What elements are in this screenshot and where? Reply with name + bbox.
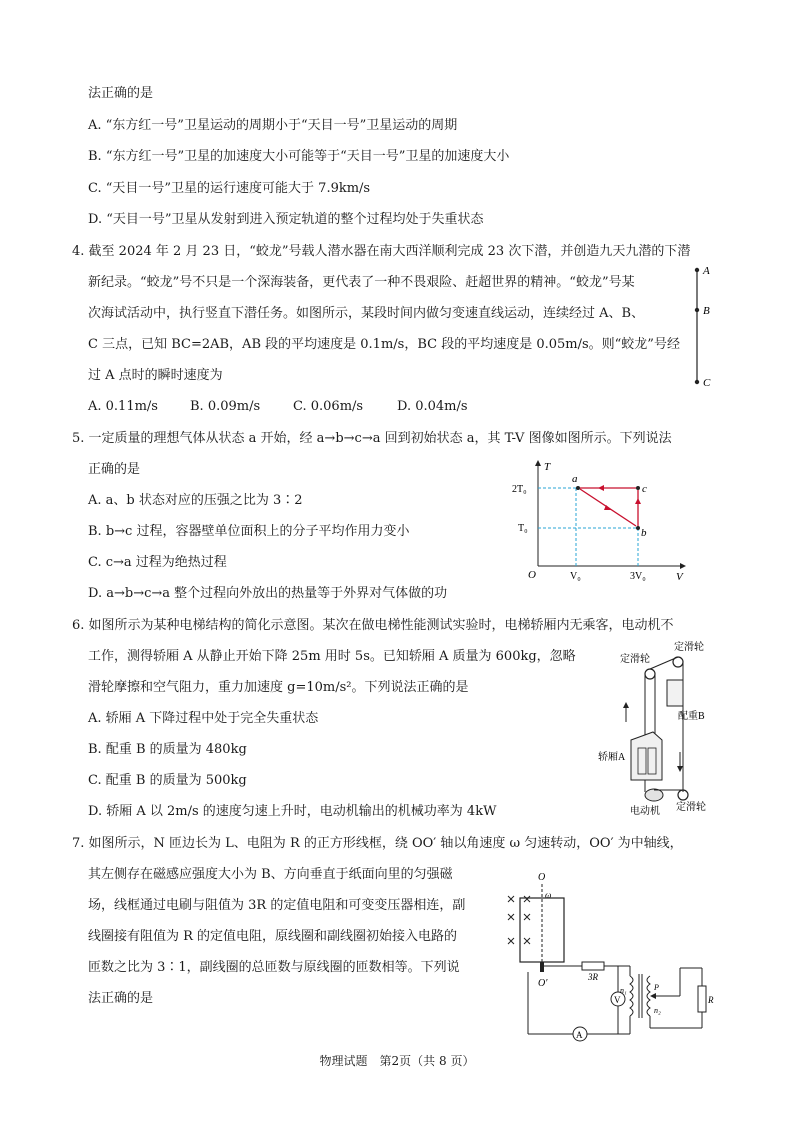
left-pulley-label: 定滑轮	[620, 654, 650, 665]
q3-option-c: C. “天目一号”卫星的运行速度可能大于 7.9km/s	[88, 181, 371, 196]
secondary-coil-icon	[647, 976, 650, 1016]
q6-option-d: D. 轿厢 A 以 2m/s 的速度匀速上升时，电动机输出的机械功率为 4kW	[88, 804, 497, 819]
q6-option-a: A. 轿厢 A 下降过程中处于完全失重状态	[88, 711, 319, 726]
n1-label: n₁	[620, 986, 627, 995]
q7-line-4: 线圈接有阻值为 R 的定值电阻，原线圈和副线圈初始接入电路的	[88, 929, 458, 944]
q7-line-5: 匝数之比为 3∶1，副线圈的总匝数与原线圈的匝数相等。下列说	[88, 960, 460, 975]
axis-bottom-label: O′	[538, 978, 548, 989]
q4-line-5: 过 A 点时的瞬时速度为	[88, 368, 223, 383]
car-box	[631, 732, 662, 780]
q7-circuit-diagram	[500, 868, 720, 1048]
motor-label: 电动机	[630, 806, 660, 817]
car-label: 轿厢A	[598, 752, 626, 763]
q7-line-6: 法正确的是	[88, 991, 154, 1006]
q4-option-c: C. 0.06m/s	[293, 399, 364, 414]
q4-line-3: 次海试活动中，执行竖直下潜任务。如图所示，某段时间内做匀变速直线运动，连续经过 A、B、	[88, 306, 645, 321]
q5-option-a: A. a、b 状态对应的压强之比为 3∶2	[88, 493, 303, 508]
q5-option-c: C. c→a 过程为绝热过程	[88, 555, 227, 570]
y-tick-2t0: 2T₀	[512, 484, 527, 495]
q6-option-b: B. 配重 B 的质量为 480kg	[88, 742, 247, 757]
page-footer: 物理试题 第2页（共 8 页）	[319, 1054, 475, 1068]
q7-line-2: 其左侧存在磁感应强度大小为 B、方向垂直于纸面向里的匀强磁	[88, 867, 453, 882]
q6-option-c: C. 配重 B 的质量为 500kg	[88, 773, 247, 788]
ammeter-label: A	[576, 1030, 583, 1040]
q6-line-2: 工作，测得轿厢 A 从静止开始下降 25m 用时 5s。已知轿厢 A 质量为 600kg，忽略	[88, 649, 576, 664]
resistor-r-icon	[698, 986, 706, 1012]
q5-option-d: D. a→b→c→a 整个过程向外放出的热量等于外界对气体做的功	[88, 586, 448, 601]
voltmeter-label: V	[614, 995, 621, 1005]
point-label-c: C	[703, 377, 711, 388]
origin-label: O	[528, 569, 536, 581]
x-tick-3v0: 3V₀	[630, 571, 646, 582]
q4-line-1: 4. 截至 2024 年 2 月 23 日，“蛟龙”号载人潜水器在南大西洋顺利完成 23 次下潜，并创造九天九潜的下潜	[72, 244, 691, 259]
n2-label: n₂	[654, 1006, 661, 1015]
q4-figure	[690, 262, 720, 388]
primary-coil-icon	[630, 976, 633, 1016]
counterweight-box	[667, 680, 683, 706]
q7-line-1: 7. 如图所示，N 匝边长为 L、电阻为 R 的正方形线框，绕 OO′ 轴以角速度 ω 匀速转动，OO′ 为中轴线，	[72, 836, 683, 851]
resistor-3r-icon	[582, 962, 604, 970]
counterweight-label: 配重B	[678, 711, 705, 722]
point-label-b: B	[703, 305, 710, 317]
resistor-r-label: R	[708, 995, 714, 1005]
q3-option-a: A. “东方红一号”卫星运动的周期小于“天目一号”卫星运动的周期	[88, 118, 458, 133]
q6-line-3: 滑轮摩擦和空气阻力，重力加速度 g=10m/s²。下列说法正确的是	[88, 680, 469, 695]
q4-option-a: A. 0.11m/s	[88, 399, 158, 414]
omega-label: ω	[545, 890, 552, 900]
x-axis-label: V	[676, 571, 683, 583]
q3-intro-tail: 法正确的是	[88, 86, 154, 101]
point-label-a: A	[703, 265, 710, 277]
y-axis-label: T	[544, 461, 551, 473]
q5-tv-diagram	[500, 458, 700, 583]
point-b-label: b	[641, 527, 647, 539]
q4-option-d: D. 0.04m/s	[397, 399, 468, 414]
q5-option-b: B. b→c 过程，容器壁单位面积上的分子平均作用力变小	[88, 524, 410, 539]
right-pulley-top-label: 定滑轮	[674, 642, 704, 653]
point-a-label: a	[572, 473, 578, 485]
q4-line-2: 新纪录。“蛟龙”号不只是一个深海装备，更代表了一种不畏艰险、赶超世界的精神。“蛟龙”号某	[88, 275, 635, 290]
point-c-label: c	[642, 483, 647, 495]
x-tick-v0: V₀	[570, 571, 581, 582]
axis-top-label: O	[538, 872, 546, 883]
q4-option-b: B. 0.09m/s	[190, 399, 261, 414]
q3-option-d: D. “天目一号”卫星从发射到进入预定轨道的整个过程均处于失重状态	[88, 212, 484, 227]
left-pulley-icon	[645, 669, 655, 679]
slider-p-label: P	[654, 983, 659, 992]
q7-line-3: 场，线框通过电刷与阻值为 3R 的定值电阻和可变变压器相连，副	[88, 898, 466, 913]
resistor-3r-label: 3R	[588, 972, 598, 982]
motor-icon	[645, 789, 663, 801]
q5-line-2: 正确的是	[88, 462, 141, 477]
q3-option-b: B. “东方红一号”卫星的加速度大小可能等于“天目一号”卫星的加速度大小	[88, 149, 510, 164]
q6-line-1: 6. 如图所示为某种电梯结构的简化示意图。某次在做电梯性能测试实验时，电梯轿厢内无乘客，电动机不	[72, 618, 674, 633]
y-tick-t0: T₀	[518, 523, 528, 534]
right-pulley-bottom-label: 定滑轮	[676, 802, 706, 813]
q5-line-1: 5. 一定质量的理想气体从状态 a 开始，经 a→b→c→a 回到初始状态 a，其 T-V 图像如图所示。下列说法	[72, 431, 672, 446]
q6-elevator-diagram	[596, 640, 726, 820]
q4-line-4: C 三点，已知 BC=2AB，AB 段的平均速度是 0.1m/s，BC 段的平均速度是 0.05m/s。则“蛟龙”号经	[88, 337, 680, 352]
